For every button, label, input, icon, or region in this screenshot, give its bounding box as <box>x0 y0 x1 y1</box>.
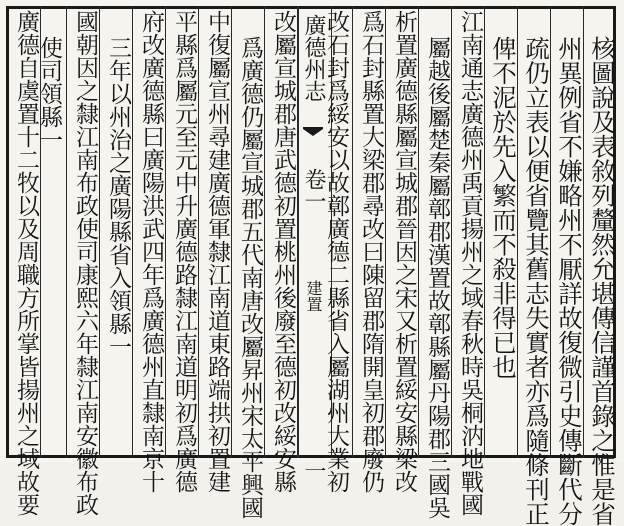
text-column: 府改廣德縣曰廣陽洪武四年爲廣德州直隸南京十 <box>138 10 164 493</box>
text-column: 核圖說及表敘列釐然允堪傳信謹首錄之惟是省 <box>588 36 617 526</box>
text-column: 國朝因之隸江南布政使司康熙六年隸江南安徽布政 <box>72 10 98 516</box>
section-label: 建置 <box>304 280 323 312</box>
text-column: 中復屬宣州尋建廣德軍隸江南道東路端拱初置建 <box>204 10 230 493</box>
text-column: 使司領縣一 <box>36 36 62 151</box>
text-column: 疏仍立表以便省覽其舊志失實者亦爲隨條刊正 <box>522 36 551 526</box>
text-column: 三年以州治之廣陽縣省入領縣一 <box>105 36 131 358</box>
text-column: 改石封爲綏安以故鄣廣德二縣省入屬湖州大業初 <box>323 10 349 493</box>
text-column: 江南通志廣德州禹貢揚州之域春秋時吳桐汭地戰國 <box>457 10 483 516</box>
text-column: 廣德自虞置十二牧以及周職方所掌皆揚州之域故要 <box>13 10 39 516</box>
center-band <box>300 14 330 474</box>
text-column: 屬越後屬楚秦屬鄣郡漢置故鄣縣屬丹陽郡三國吳 <box>424 36 450 519</box>
column-rule <box>66 6 67 458</box>
text-column: 析置廣德縣屬宣城郡晉因之宋又析置綏安縣梁改 <box>391 10 417 493</box>
text-column: 改屬宣城郡唐武德初置桃州後廢至德初改綏安縣 <box>270 10 296 493</box>
fish-tail-mark-icon <box>308 127 330 143</box>
book-title: 廣德州志 <box>301 14 326 102</box>
text-column: 爲石封縣置大梁郡尋改曰陳留郡隋開皇初郡廢仍 <box>358 10 384 493</box>
text-column: 俾不泥於先入繁而不殺非得已也 <box>489 36 518 379</box>
page-number: 二 <box>301 452 326 474</box>
text-column: 平縣爲屬元至元中升廣德路隸江南道明初爲廣德 <box>171 10 197 493</box>
text-column: 爲廣德仍屬宣城郡五代南唐改屬昇州宋太平興國 <box>237 36 263 519</box>
volume-label: 卷一 <box>301 168 326 212</box>
text-column: 州異例省不嫌略州不厭詳故復微引史傳斷代分 <box>555 36 584 526</box>
